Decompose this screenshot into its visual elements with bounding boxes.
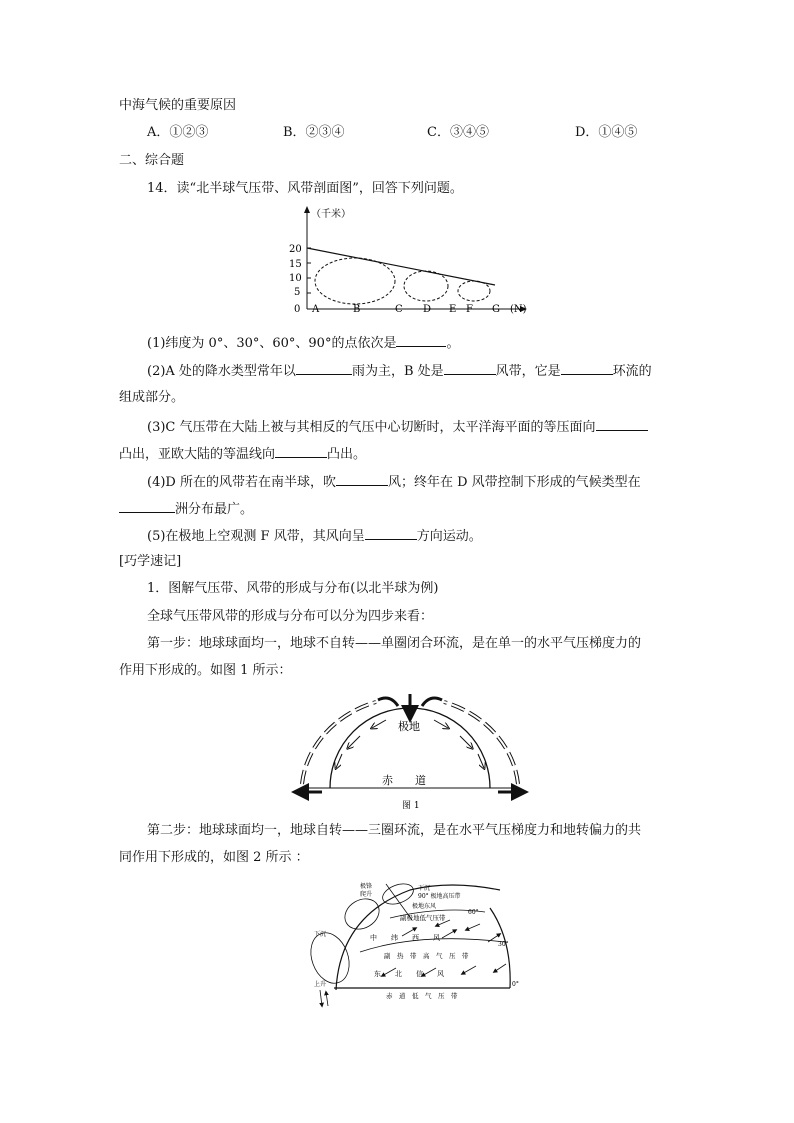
answer-blank[interactable] (396, 333, 446, 347)
mid-latitude-cell (404, 271, 448, 301)
outer-flow-right (444, 702, 518, 784)
top-arrow-right (422, 698, 442, 706)
outer-flow-left (302, 702, 376, 784)
point-label: D (423, 304, 432, 315)
y-tick: 15 (289, 259, 302, 270)
lat-0-label: 0° (512, 981, 519, 988)
option-a: A．①②③ (147, 125, 209, 140)
top-arrow-left (378, 698, 398, 706)
y-tick: 20 (289, 244, 302, 255)
low-latitude-cell (315, 258, 395, 304)
answer-blank[interactable] (561, 361, 613, 375)
mid-cell-loop (339, 893, 384, 935)
low-cell-loop (304, 927, 356, 988)
y-tick: 10 (289, 273, 302, 284)
equatorial-low-label: 赤 道 低 气 压 带 (386, 992, 458, 1000)
q14-sub4: (4)D 所在的风带若在南半球，吹 风；终年在 D 风带控制下形成的气候类型在 (147, 472, 641, 492)
sink-top-label: 下沉 (418, 885, 431, 892)
tip1-intro: 全球气压带风带的形成与分布可以分为四步来看： (147, 609, 434, 624)
option-d: D．①④⑤ (575, 125, 638, 140)
point-label: C (395, 304, 403, 315)
y-axis-arrow (304, 206, 310, 213)
answer-blank[interactable] (275, 444, 327, 458)
westerly-label: 中 纬 西 风 (370, 934, 440, 942)
lat-30-label: 30° (498, 941, 509, 948)
intro-tail: 中海气候的重要原因 (119, 98, 237, 113)
y-tick: 0 (294, 304, 301, 315)
answer-blank[interactable] (596, 417, 648, 431)
option-c: C．③④⑤ (427, 125, 489, 140)
rise-top-label: 爬升 (360, 891, 373, 898)
subtropical-high-label: 副 热 带 高 气 压 带 (384, 952, 469, 960)
q14-sub1: (1)纬度为 0°、30°、60°、90°的点依次是 。 (147, 333, 459, 353)
option-b: B．②③④ (283, 125, 345, 140)
answer-blank[interactable] (444, 361, 496, 375)
answer-blank[interactable] (296, 361, 352, 375)
figure-2-three-cell (300, 880, 530, 1008)
q14-sub5: (5)在极地上空观测 F 风带，其风向呈 方向运动。 (147, 526, 482, 546)
q14-sub3: (3)C 气压带在大陆上被与其相反的气压中心切断时，太平洋海平面的等压面向 (147, 417, 648, 437)
q14-stem: 14．读“北半球气压带、风带剖面图”，回答下列问题。 (147, 181, 463, 196)
point-label: G (492, 304, 500, 315)
high-cell-loop (380, 880, 416, 908)
q14-sub3-cont: 凸出，亚欧大陆的等温线向 凸出。 (119, 444, 366, 464)
step1-line2: 作用下形成的。如图 1 所示： (119, 663, 292, 678)
point-label: B (353, 304, 361, 315)
polar-east-label: 极地东风 (412, 903, 437, 910)
rise-left-label: 上升 (314, 981, 327, 988)
step1-line1: 第一步：地球球面均一，地球不自转——单圈闭合环流，是在单一的水平气压梯度力的 (147, 636, 642, 651)
trade-wind-label: 东 北 信 风 (374, 970, 444, 978)
q14-sub4-cont: 洲分布最广。 (119, 499, 253, 519)
tropopause-line (307, 248, 495, 285)
polar-high-label: 90° 极地高压带 (418, 893, 461, 900)
step2-line1: 第二步：地球球面均一，地球自转——三圈环流，是在水平气压梯度力和地转偏力的共 (147, 823, 642, 838)
figure-1-single-cell (290, 688, 530, 812)
sink-left-label: 下沉 (314, 931, 327, 938)
point-label: F (466, 304, 473, 315)
q14-sub2: (2)A 处的降水类型常年以 雨为主，B 处是 风带，它是 环流的 (147, 361, 652, 381)
point-label: A (312, 304, 320, 315)
high-latitude-cell (458, 281, 490, 301)
tips-title: [巧学速记] (119, 554, 182, 569)
answer-blank[interactable] (119, 499, 175, 513)
section-title: 二、综合题 (119, 153, 185, 168)
point-label: E (449, 304, 457, 315)
equator-label: 赤 道 (382, 774, 426, 787)
x-axis-label: (N) (510, 304, 527, 315)
pole-label: 极地 (398, 720, 420, 733)
q14-sub2-cont: 组成部分。 (119, 390, 185, 405)
lat-60-label: 60° (468, 909, 479, 916)
pressure-belt-profile-chart (285, 204, 535, 320)
polar-front-label: 极锋 (360, 883, 373, 890)
y-tick: 5 (294, 287, 301, 298)
answer-blank[interactable] (365, 526, 417, 540)
tip1-title: 1．图解气压带、风带的形成与分布(以北半球为例) (147, 581, 439, 596)
step2-line2: 同作用下形成的，如图 2 所示 ： (119, 850, 309, 865)
figure-1-caption: 图 1 (402, 801, 420, 811)
answer-blank[interactable] (336, 472, 388, 486)
subpolar-low-label: 副极地低气压带 (400, 914, 446, 922)
unit-label: （千米） (311, 209, 351, 220)
